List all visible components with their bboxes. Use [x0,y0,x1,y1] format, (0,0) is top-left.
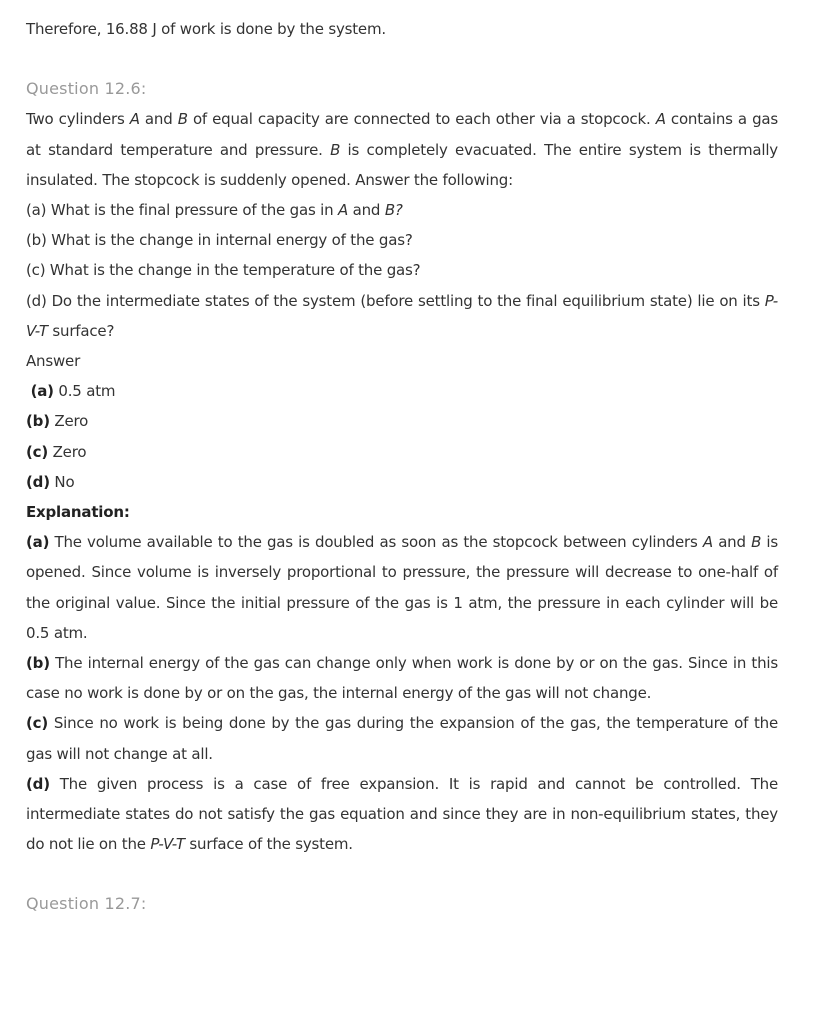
answer-item: (c) Zero [26,442,87,461]
question-part-b: (b) What is the change in internal energy of the gas? [26,231,413,250]
explanation-c: (c) Since no work is being done by the gas during the expansion of the gas, the temperature of the gas will not change at all. [26,714,778,763]
explanation-a: (a) The volume available to the gas is doubled as soon as the stopcock between cylinders A and B is opened. Since volume is inversely proportional to pressure, the pressure will decrease to one-half of the original value. Since the initial pressure of the gas is 1 atm, the pressure in each cylinder will be 0.5 atm. [26,533,778,642]
answer-label: Answer [26,352,81,371]
answer-item: (b) Zero [26,412,89,431]
explanation-label: Explanation: [26,503,130,522]
answer-item: (a) 0.5 atm [30,382,116,401]
question-stem: Two cylinders A and B of equal capacity are connected to each other via a stopcock. A contains a gas at standard temperature and pressure. B is completely evacuated. The entire system is thermally insulated. The stopcock is suddenly opened. Answer the following: [26,110,778,189]
next-question-heading: Question 12.7: [26,894,147,914]
explanation-b: (b) The internal energy of the gas can change only when work is done by or on the gas. Since in this case no work is done by or on the gas, the internal energy of the gas will not change. [26,654,778,703]
explanation-d: (d) The given process is a case of free expansion. It is rapid and cannot be controlled. The intermediate states do not satisfy the gas equation and since they are in non-equilibrium states, they do not lie on the P-V-T surface of the system. [26,774,778,854]
question-part-a: (a) What is the final pressure of the gas in A and B? [26,201,403,220]
question-part-d: (d) Do the intermediate states of the system (before settling to the final equilibrium state) lie on its P-V-T surface? [26,291,778,340]
question-heading: Question 12.6: [26,79,147,99]
answer-item: (d) No [26,472,75,491]
question-part-c: (c) What is the change in the temperature of the gas? [26,261,421,280]
intro-text: Therefore, 16.88 J of work is done by the system. [26,20,386,38]
document-page [26,14,778,920]
